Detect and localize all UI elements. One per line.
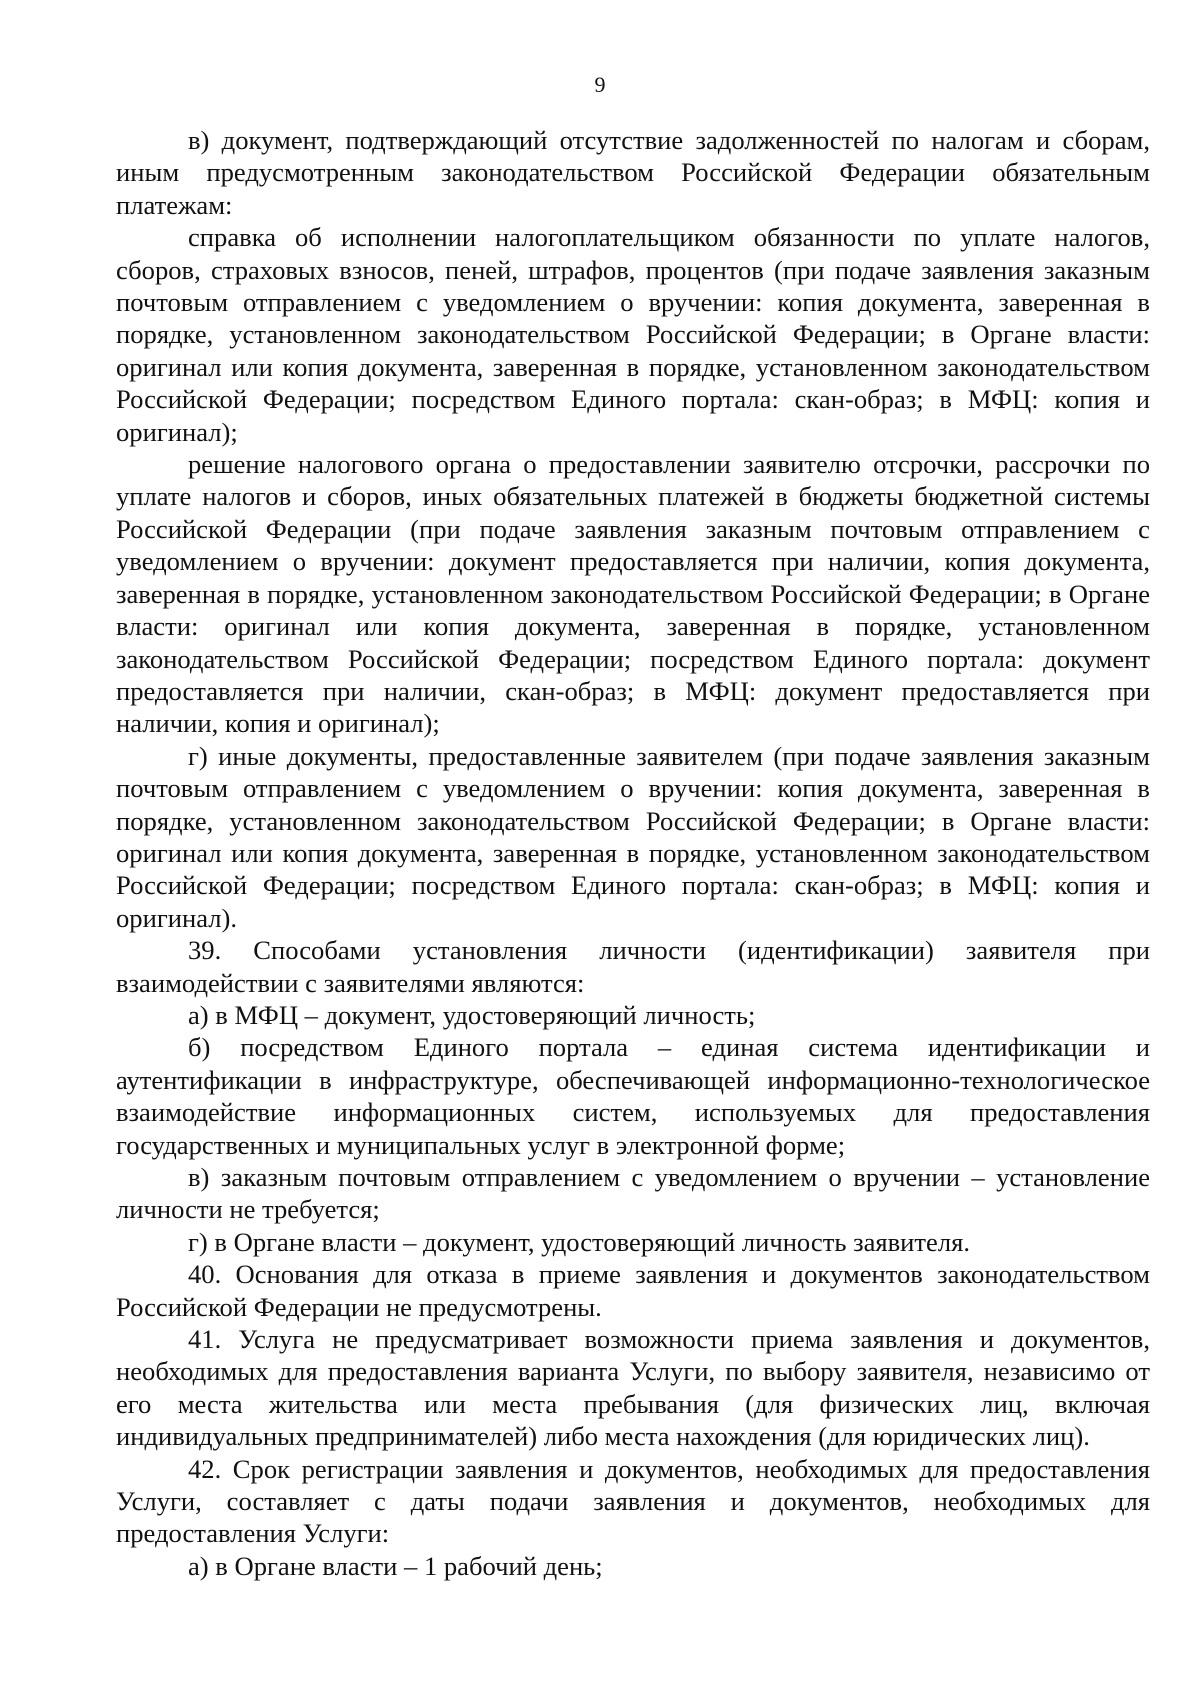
paragraph-42-a-authority: а) в Органе власти – 1 рабочий день;	[188, 1550, 603, 1581]
page-number: 9	[594, 72, 606, 97]
paragraph-39-v-mail: в) заказным почтовым отправлением с уведомлением о вручении – установление личности не требуется;	[116, 1162, 1150, 1225]
paragraph-39-b-portal: б) посредством Единого портала – единая система идентификации и аутентификации в инфраструктуре, обеспечивающей информационно-технологическое взаимодействие информационных систем, используемых для предоставления государственных и муниципальных услуг в электронной форме;	[116, 1032, 1150, 1160]
paragraph-39-g-authority: г) в Органе власти – документ, удостоверяющий личность заявителя.	[188, 1226, 970, 1257]
paragraph-g-other-documents: г) иные документы, предоставленные заявителем (при подаче заявления заказным почтовым отправлением с уведомлением о вручении: копия документа, заверенная в порядке, установленном законодательством Российской Федерации; в Органе власти: оригинал или копия документа, заверенная в порядке, установленном законодательством Российской Федерации; посредством Единого портала: скан-образ; в МФЦ: копия и оригинал).	[116, 740, 1150, 933]
paragraph-42-registration-term: 42. Срок регистрации заявления и документов, необходимых для предоставления Услуги, составляет с даты подачи заявления и документов, необходимых для предоставления Услуги:	[116, 1453, 1150, 1549]
paragraph-tax-deferral-decision: решение налогового органа о предоставлении заявителю отсрочки, рассрочки по уплате налогов и сборов, иных обязательных платежей в бюджеты бюджетной системы Российской Федерации (при подаче заявления заказным почтовым отправлением с уведомлением о вручении: документ предоставляется при наличии, копия документа, заверенная в порядке, установленном законодательством Российской Федерации; в Органе власти: оригинал или копия документа, заверенная в порядке, установленном законодательством Российской Федерации; посредством Единого портала: документ предоставляется при наличии, скан-образ; в МФЦ: документ предоставляется при наличии, копия и оригинал);	[116, 449, 1150, 739]
document-body	[116, 124, 1150, 1582]
paragraph-39-identification-methods: 39. Способами установления личности (идентификации) заявителя при взаимодействии с заявителями являются:	[116, 935, 1150, 998]
paragraph-40-refusal-grounds: 40. Основания для отказа в приеме заявления и документов законодательством Российской Федерации не предусмотрены.	[116, 1259, 1150, 1322]
paragraph-41-extraterritorial: 41. Услуга не предусматривает возможности приема заявления и документов, необходимых для предоставления варианта Услуги, по выбору заявителя, независимо от его места жительства или места пребывания (для физических лиц, включая индивидуальных предпринимателей) либо места нахождения (для юридических лиц).	[116, 1324, 1150, 1452]
paragraph-tax-certificate: справка об исполнении налогоплательщиком обязанности по уплате налогов, сборов, страховых взносов, пеней, штрафов, процентов (при подаче заявления заказным почтовым отправлением с уведомлением о вручении: копия документа, заверенная в порядке, установленном законодательством Российской Федерации; в Органе власти: оригинал или копия документа, заверенная в порядке, установленном законодательством Российской Федерации; посредством Единого портала: скан-образ; в МФЦ: копия и оригинал);	[116, 222, 1150, 447]
paragraph-v-tax-debt-document: в) документ, подтверждающий отсутствие задолженностей по налогам и сборам, иным предусмотренным законодательством Российской Федерации обязательным платежам:	[116, 125, 1150, 220]
paragraph-39-a-mfc: а) в МФЦ – документ, удостоверяющий личность;	[188, 999, 756, 1030]
